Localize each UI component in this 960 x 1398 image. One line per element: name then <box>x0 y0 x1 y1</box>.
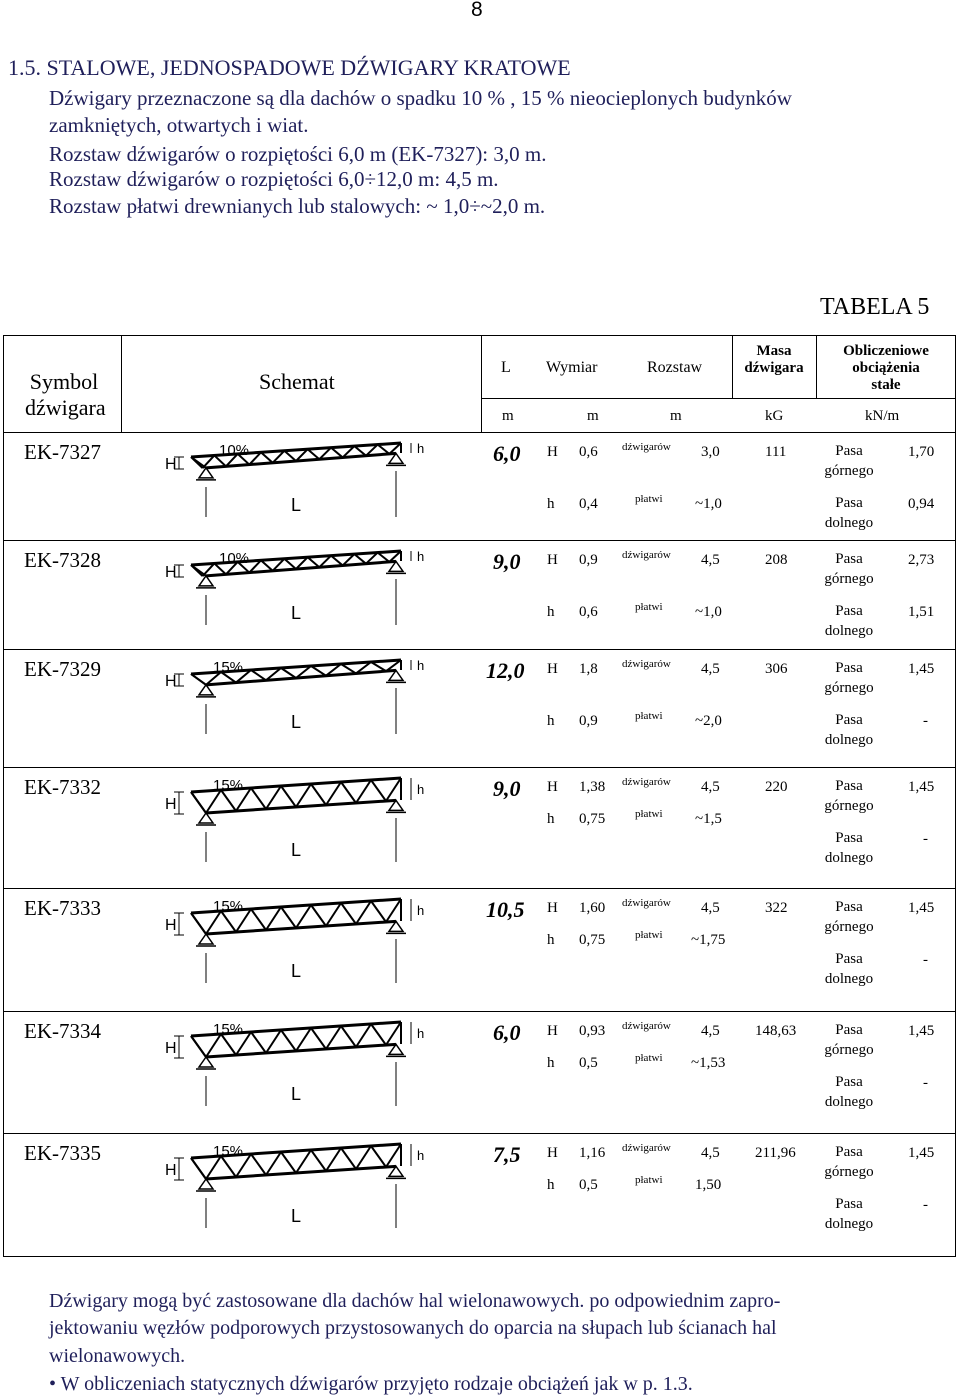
row-span-L: 6,0 <box>493 441 521 466</box>
row-h-rozstaw: 1,50 <box>695 1177 722 1193</box>
intro-line-5: Rozstaw płatwi drewnianych lub stalowych: ~ 1,0÷~2,0 m. <box>49 194 546 218</box>
row-H-label: dźwigarów <box>622 1020 671 1032</box>
row-span-L: 6,0 <box>493 1020 521 1045</box>
row-pasa-gornego: Pasa górnego <box>824 899 874 935</box>
truss-schematic <box>121 652 481 761</box>
truss-schematic <box>121 770 481 882</box>
schematic-slope-label: 15% <box>213 898 244 915</box>
row-h-label: płatwi <box>635 1174 663 1186</box>
row-pasa-dolnego: Pasa dolnego <box>824 603 874 639</box>
schematic-slope-label: 15% <box>213 1021 244 1038</box>
schematic-L-label: L <box>291 1206 302 1226</box>
row-H-rozstaw: 4,5 <box>701 900 720 916</box>
schematic-H-label: H <box>165 917 177 934</box>
header-obciazenia: Obliczeniowe obciążenia stałe <box>843 343 929 393</box>
page-number: 8 <box>471 0 483 21</box>
row-H-value: 0,93 <box>579 1023 606 1039</box>
row-masa: 211,96 <box>755 1145 796 1161</box>
row-symbol: EK-7333 <box>24 896 101 920</box>
schematic-h-label: h <box>417 903 425 918</box>
row-h-symbol: h <box>547 496 555 512</box>
row-obc-dolnego: 0,94 <box>908 496 935 512</box>
schematic-slope-label: 10% <box>219 550 250 567</box>
row-symbol: EK-7332 <box>24 775 101 799</box>
row-H-label: dźwigarów <box>622 776 671 788</box>
unit-masa: kG <box>765 408 784 424</box>
table-caption: TABELA 5 <box>820 294 930 320</box>
row-H-value: 1,8 <box>579 661 598 677</box>
row-H-value: 0,6 <box>579 444 598 460</box>
row-symbol: EK-7327 <box>24 440 101 464</box>
schematic-L-label: L <box>291 1084 302 1104</box>
row-H-value: 1,38 <box>579 779 606 795</box>
schematic-h-label: h <box>417 549 425 564</box>
row-pasa-dolnego: Pasa dolnego <box>824 495 874 531</box>
row-pasa-dolnego: Pasa dolnego <box>824 1196 874 1232</box>
row-H-label: dźwigarów <box>622 549 671 561</box>
row-masa: 306 <box>765 661 788 677</box>
row-symbol: EK-7334 <box>24 1019 101 1043</box>
unit-wymiar: m <box>587 408 599 424</box>
intro-line-2: zamkniętych, otwartych i wiat. <box>49 113 309 137</box>
row-H-symbol: H <box>547 552 558 568</box>
row-span-L: 12,0 <box>486 658 525 683</box>
schematic-L-label: L <box>291 603 302 623</box>
row-h-symbol: h <box>547 811 555 827</box>
row-pasa-dolnego: Pasa dolnego <box>824 1074 874 1110</box>
section-title: 1.5. STALOWE, JEDNOSPADOWE DŹWIGARY KRATOWE <box>8 55 571 80</box>
row-h-rozstaw: ~1,5 <box>695 811 722 827</box>
row-pasa-dolnego: Pasa dolnego <box>824 830 874 866</box>
schematic-H-label: H <box>165 1162 177 1179</box>
row-obc-gornego: 1,45 <box>908 661 935 677</box>
schematic-H-label: H <box>165 673 177 690</box>
row-masa: 208 <box>765 552 788 568</box>
schematic-H-label: H <box>165 796 177 813</box>
row-pasa-gornego: Pasa górnego <box>824 551 874 587</box>
schematic-H-label: H <box>165 564 177 581</box>
row-h-value: 0,5 <box>579 1055 598 1071</box>
schematic-h-label: h <box>417 1148 425 1163</box>
schematic-slope-label: 15% <box>213 1143 244 1160</box>
row-pasa-gornego: Pasa górnego <box>824 443 874 479</box>
schematic-h-label: h <box>417 782 425 797</box>
row-h-symbol: h <box>547 1055 555 1071</box>
row-pasa-dolnego: Pasa dolnego <box>824 712 874 748</box>
footer-line-3: wielonawowych. <box>49 1345 186 1367</box>
row-H-rozstaw: 4,5 <box>701 661 720 677</box>
row-h-symbol: h <box>547 1177 555 1193</box>
row-h-rozstaw: ~1,0 <box>695 604 722 620</box>
row-H-rozstaw: 4,5 <box>701 552 720 568</box>
row-H-rozstaw: 4,5 <box>701 779 720 795</box>
row-h-value: 0,4 <box>579 496 598 512</box>
schematic-L-label: L <box>291 495 302 515</box>
schematic-h-label: h <box>417 1026 425 1041</box>
schematic-h-label: h <box>417 658 425 673</box>
row-H-symbol: H <box>547 444 558 460</box>
row-h-rozstaw: ~1,75 <box>691 932 726 948</box>
row-obc-gornego: 1,45 <box>908 1145 935 1161</box>
header-wymiar: Wymiar <box>546 359 598 376</box>
schematic-slope-label: 15% <box>213 659 244 676</box>
row-h-label: płatwi <box>635 929 663 941</box>
row-obc-dolnego: - <box>923 713 928 729</box>
row-h-symbol: h <box>547 932 555 948</box>
intro-line-3: Rozstaw dźwigarów o rozpiętości 6,0 m (EK-7327): 3,0 m. <box>49 142 547 166</box>
row-obc-dolnego: 1,51 <box>908 604 935 620</box>
row-H-value: 0,9 <box>579 552 598 568</box>
row-H-symbol: H <box>547 779 558 795</box>
row-H-label: dźwigarów <box>622 1142 671 1154</box>
row-symbol: EK-7329 <box>24 657 101 681</box>
intro-line-4: Rozstaw dźwigarów o rozpiętości 6,0÷12,0 m: 4,5 m. <box>49 167 499 191</box>
row-h-label: płatwi <box>635 601 663 613</box>
row-H-label: dźwigarów <box>622 897 671 909</box>
row-h-value: 0,75 <box>579 932 606 948</box>
row-span-L: 10,5 <box>486 897 525 922</box>
row-H-value: 1,60 <box>579 900 606 916</box>
unit-obc: kN/m <box>865 408 900 424</box>
unit-rozstaw: m <box>670 408 682 424</box>
footer-line-2: jektowaniu węzłów podporowych przystosowanych do oparcia na słupach lub ścianach hal <box>49 1317 777 1339</box>
row-span-L: 9,0 <box>493 776 521 801</box>
row-h-rozstaw: ~1,0 <box>695 496 722 512</box>
row-pasa-gornego: Pasa górnego <box>824 660 874 696</box>
row-obc-gornego: 1,45 <box>908 1023 935 1039</box>
row-H-label: dźwigarów <box>622 658 671 670</box>
row-H-value: 1,16 <box>579 1145 606 1161</box>
trusses-table <box>3 335 956 1257</box>
row-obc-dolnego: - <box>923 831 928 847</box>
row-pasa-gornego: Pasa górnego <box>824 1144 874 1180</box>
row-h-symbol: h <box>547 604 555 620</box>
header-schemat: Schemat <box>259 369 335 394</box>
row-obc-gornego: 1,45 <box>908 779 935 795</box>
intro-line-1: Dźwigary przeznaczone są dla dachów o spadku 10 % , 15 % nieocieplonych budynków <box>49 86 792 110</box>
row-H-symbol: H <box>547 661 558 677</box>
header-rozstaw: Rozstaw <box>647 359 703 376</box>
truss-schematic <box>121 543 481 643</box>
truss-schematic <box>121 891 481 1005</box>
row-pasa-dolnego: Pasa dolnego <box>824 951 874 987</box>
row-masa: 220 <box>765 779 788 795</box>
row-span-L: 9,0 <box>493 549 521 574</box>
schematic-H-label: H <box>165 456 177 473</box>
row-masa: 148,63 <box>755 1023 797 1039</box>
schematic-L-label: L <box>291 840 302 860</box>
row-obc-gornego: 1,45 <box>908 900 935 916</box>
header-masa: Masa dźwigara <box>744 343 804 376</box>
row-h-label: płatwi <box>635 1052 663 1064</box>
row-obc-gornego: 2,73 <box>908 552 935 568</box>
row-symbol: EK-7335 <box>24 1141 101 1165</box>
schematic-slope-label: 15% <box>213 777 244 794</box>
row-symbol: EK-7328 <box>24 548 101 572</box>
row-H-rozstaw: 3,0 <box>701 444 720 460</box>
row-h-value: 0,75 <box>579 811 606 827</box>
row-span-L: 7,5 <box>493 1142 521 1167</box>
row-h-rozstaw: ~2,0 <box>695 713 722 729</box>
row-h-label: płatwi <box>635 808 663 820</box>
row-H-label: dźwigarów <box>622 441 671 453</box>
truss-schematic <box>121 1014 481 1127</box>
footer-line-4: • W obliczeniach statycznych dźwigarów przyjęto rodzaje obciążeń jak w p. 1.3. <box>49 1373 693 1395</box>
header-symbol: Symbol dźwigara <box>25 369 106 420</box>
schematic-h-label: h <box>417 441 425 456</box>
row-obc-dolnego: - <box>923 952 928 968</box>
row-H-symbol: H <box>547 1023 558 1039</box>
row-h-label: płatwi <box>635 710 663 722</box>
row-h-value: 0,9 <box>579 713 598 729</box>
header-L: L <box>501 359 511 376</box>
schematic-L-label: L <box>291 712 302 732</box>
schematic-L-label: L <box>291 961 302 981</box>
row-obc-dolnego: - <box>923 1197 928 1213</box>
row-h-symbol: h <box>547 713 555 729</box>
schematic-H-label: H <box>165 1040 177 1057</box>
row-masa: 111 <box>765 444 787 460</box>
row-H-rozstaw: 4,5 <box>701 1145 720 1161</box>
schematic-slope-label: 10% <box>219 442 250 459</box>
row-H-symbol: H <box>547 1145 558 1161</box>
row-H-rozstaw: 4,5 <box>701 1023 720 1039</box>
row-h-value: 0,6 <box>579 604 598 620</box>
row-obc-dolnego: - <box>923 1075 928 1091</box>
unit-L: m <box>502 408 514 424</box>
footer-line-1: Dźwigary mogą być zastosowane dla dachów hal wielonawowych. po odpowiednim zapro- <box>49 1290 781 1312</box>
truss-schematic <box>121 435 481 534</box>
row-obc-gornego: 1,70 <box>908 444 935 460</box>
row-h-label: płatwi <box>635 493 663 505</box>
row-h-value: 0,5 <box>579 1177 598 1193</box>
row-masa: 322 <box>765 900 788 916</box>
row-h-rozstaw: ~1,53 <box>691 1055 726 1071</box>
row-pasa-gornego: Pasa górnego <box>824 1022 874 1058</box>
row-pasa-gornego: Pasa górnego <box>824 778 874 814</box>
truss-schematic <box>121 1136 481 1250</box>
row-H-symbol: H <box>547 900 558 916</box>
